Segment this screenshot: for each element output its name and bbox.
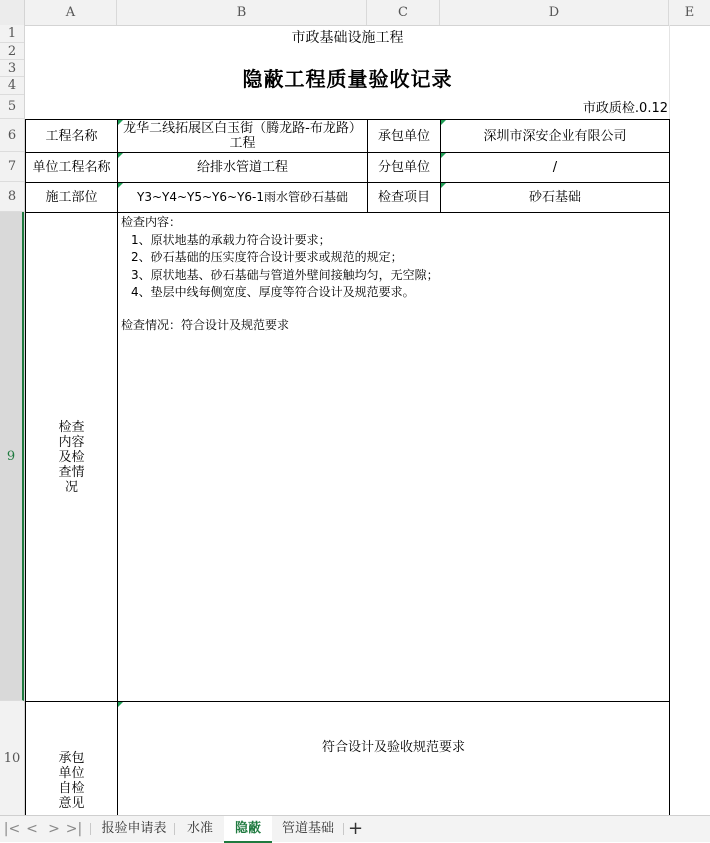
- column-header-bar: [0, 0, 710, 26]
- inspection-item-value[interactable]: 砂石基础: [440, 182, 670, 213]
- column-header-d[interactable]: D: [440, 0, 669, 25]
- location-value[interactable]: Y3~Y4~Y5~Y6~Y6-1雨水管砂石基础: [117, 182, 368, 213]
- add-sheet-button[interactable]: +: [348, 818, 364, 839]
- row-header-8[interactable]: 8: [0, 182, 24, 212]
- inspection-content-cell[interactable]: [117, 212, 670, 702]
- row-header-bar: [0, 25, 25, 815]
- sheet-tab-bar: [0, 815, 710, 842]
- inspection-item-1: 1、原状地基的承载力符合设计要求；: [131, 232, 331, 247]
- inspection-result: 检查情况：符合设计及规范要求: [121, 317, 290, 332]
- inspection-section-label-text: 检查内容及检查情况: [58, 419, 85, 495]
- location-label[interactable]: 施工部位: [25, 182, 118, 213]
- column-header-e[interactable]: E: [684, 5, 695, 20]
- form-code[interactable]: 市政质检.0.12: [582, 101, 668, 116]
- contractor-value[interactable]: 深圳市深安企业有限公司: [440, 119, 670, 153]
- row-header-1[interactable]: 1: [0, 25, 24, 43]
- worksheet-grid[interactable]: [25, 25, 710, 815]
- row-header-10[interactable]: 10: [3, 750, 21, 766]
- tab-leveling[interactable]: 水准: [186, 821, 213, 836]
- inspection-item-2: 2、砂石基础的压实度符合设计要求或规范的规定；: [131, 250, 403, 264]
- tab-separator: [90, 823, 91, 835]
- row-header-5[interactable]: 5: [0, 95, 24, 119]
- project-name-value[interactable]: 龙华二线拓展区白玉街（腾龙路-布龙路）工程: [117, 119, 368, 153]
- last-sheet-button[interactable]: >|: [65, 821, 83, 837]
- tab-separator: [343, 823, 344, 835]
- row-header-9[interactable]: 9: [0, 212, 24, 701]
- unit-project-value[interactable]: 给排水管道工程: [117, 152, 368, 183]
- next-sheet-button[interactable]: >: [48, 821, 60, 837]
- column-header-b[interactable]: B: [117, 0, 367, 25]
- tab-pipe-foundation[interactable]: 管道基础: [281, 821, 334, 836]
- form-title[interactable]: 隐蔽工程质量验收记录: [242, 67, 453, 91]
- first-sheet-button[interactable]: |<: [3, 821, 21, 837]
- inspection-item-3: 3、原状地基、砂石基础与管道外壁间接触均匀，无空隙；: [131, 267, 439, 282]
- project-name-label[interactable]: 工程名称: [25, 119, 118, 153]
- prev-sheet-button[interactable]: <: [26, 821, 38, 837]
- row-header-2[interactable]: 2: [0, 43, 24, 60]
- row-header-4[interactable]: 4: [0, 77, 24, 95]
- inspection-section-label[interactable]: [25, 212, 118, 702]
- inspection-item-label[interactable]: 检查项目: [367, 182, 441, 213]
- self-check-value[interactable]: 符合设计及验收规范要求: [117, 701, 670, 815]
- inspection-content-title: 检查内容：: [121, 215, 182, 229]
- unit-project-label[interactable]: 单位工程名称: [25, 152, 118, 183]
- select-all-corner[interactable]: [0, 0, 25, 25]
- self-check-label-text: 承包单位自检意见: [58, 751, 85, 811]
- column-header-a[interactable]: A: [25, 0, 117, 25]
- org-title[interactable]: 市政基础设施工程: [291, 30, 404, 46]
- tab-concealed-works[interactable]: 隐蔽: [224, 816, 272, 843]
- row-header-3[interactable]: 3: [0, 60, 24, 77]
- row-header-6[interactable]: 6: [0, 119, 24, 152]
- inspection-item-4: 4、垫层中线每侧宽度、厚度等符合设计及规范要求。: [131, 285, 415, 299]
- tab-separator: [174, 823, 175, 835]
- row-header-7[interactable]: 7: [0, 152, 24, 182]
- contractor-label[interactable]: 承包单位: [367, 119, 441, 153]
- self-check-label[interactable]: [25, 701, 118, 815]
- column-header-c[interactable]: C: [367, 0, 440, 25]
- subcontractor-value[interactable]: /: [440, 152, 670, 183]
- subcontractor-label[interactable]: 分包单位: [367, 152, 441, 183]
- tab-inspection-request[interactable]: 报验申请表: [101, 821, 167, 836]
